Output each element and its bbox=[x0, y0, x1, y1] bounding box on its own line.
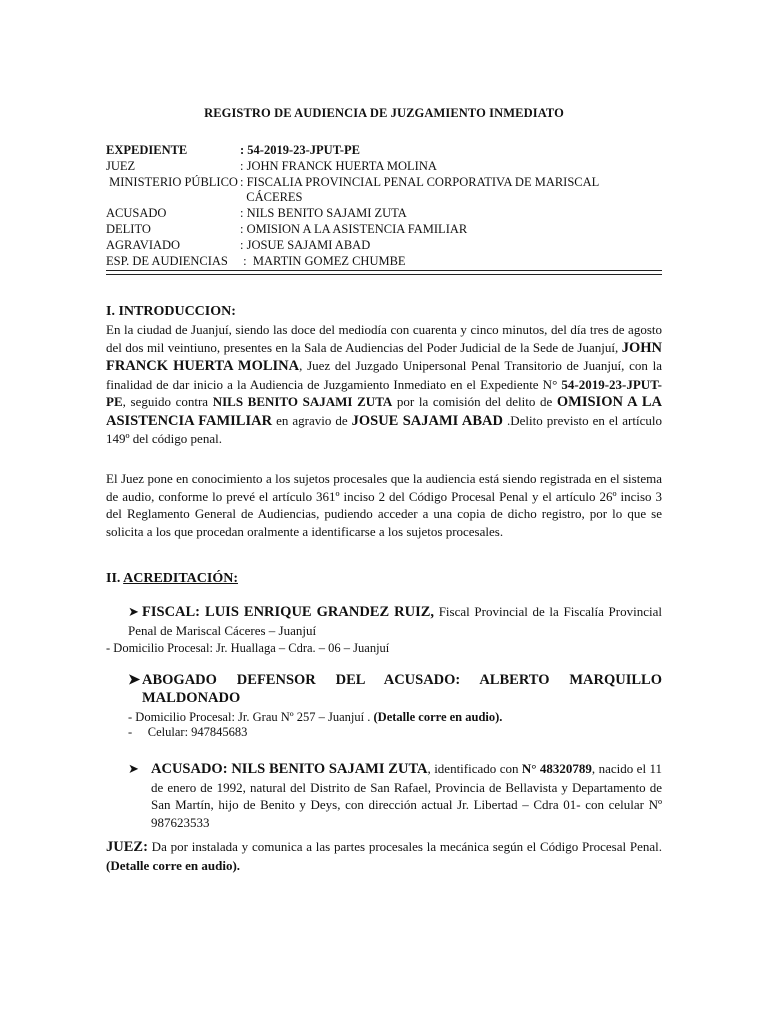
intro-text: , seguido contra bbox=[122, 394, 213, 409]
victim-name: JOSUE SAJAMI ABAD bbox=[351, 412, 503, 429]
section-heading-acreditacion bbox=[106, 571, 238, 587]
abogado-celular: - Celular: 947845683 bbox=[128, 725, 248, 739]
header-value: : MARTIN GOMEZ CHUMBE bbox=[240, 253, 406, 268]
fiscal-domicilio: - Domicilio Procesal: Jr. Huallaga – Cdra. – 06 – Juanjuí bbox=[106, 641, 390, 655]
arrow-bullet-icon: ➤ bbox=[128, 761, 139, 776]
header-row-acusado bbox=[106, 206, 662, 222]
header-key: EXPEDIENTE bbox=[106, 143, 188, 157]
header-row-agraviado bbox=[106, 238, 662, 254]
header-key bbox=[106, 190, 240, 206]
case-number: 54-2019-23-JPUT-PE bbox=[106, 376, 662, 409]
accused-name: NILS BENITO SAJAMI ZUTA bbox=[212, 394, 393, 409]
header-value: : NILS BENITO SAJAMI ZUTA bbox=[240, 206, 407, 221]
acusado-row bbox=[128, 760, 662, 831]
intro-text: , Juez del Juzgado Unipersonal Penal Transitorio de Juanjuí, con la finalidad de dar inicio a la Audiencia de Juzgamiento Inmediato en el Expediente N° bbox=[106, 358, 662, 392]
header-key: AGRAVIADO bbox=[106, 237, 181, 252]
abogado-line-1 bbox=[128, 672, 662, 690]
fiscal-description: Fiscal Provincial de la Fiscalía Provincial Penal de Mariscal Cáceres – Juanjuí bbox=[128, 604, 662, 638]
arrow-bullet-icon: ➤ bbox=[128, 604, 139, 619]
header-row-delito bbox=[106, 222, 662, 238]
abogado-entry bbox=[128, 672, 662, 707]
document-title: REGISTRO DE AUDIENCIA DE JUZGAMIENTO INMEDIATO bbox=[204, 106, 564, 120]
intro-text: en agravio de bbox=[272, 412, 352, 428]
juez-label: JUEZ: bbox=[106, 839, 148, 855]
header-row-ministerio-cont bbox=[106, 190, 662, 206]
acusado-entry bbox=[128, 760, 662, 831]
header-value: : OMISION A LA ASISTENCIA FAMILIAR bbox=[240, 221, 468, 236]
audio-notice-paragraph: El Juez pone en conocimiento a los sujetos procesales que la audiencia está siendo registrada en el sistema de audio, conforme lo prevé el artículo 361º inciso 2 del Código Procesal Penal y el artículo 26º inciso 3 del Reglamento General de Audiencias, pudiendo acceder a una copia de dicho registro, por lo que se solicita a los que procedan oralmente a identificarse a los sujetos procesales. bbox=[106, 471, 662, 539]
domicilio-text: - Domicilio Procesal: Jr. Grau Nº 257 – Juanjuí . bbox=[128, 710, 374, 724]
header-key: DELITO bbox=[106, 221, 151, 236]
judge-name: JOHN FRANCK HUERTA MOLINA bbox=[106, 339, 662, 374]
crime-name: OMISION A LA ASISTENCIA FAMILIAR bbox=[106, 394, 662, 429]
header-value: CÁCERES bbox=[240, 190, 303, 205]
fiscal-line bbox=[128, 603, 662, 639]
intro-text: por la comisión del delito de bbox=[392, 394, 557, 409]
header-key: ACUSADO bbox=[106, 206, 167, 221]
intro-text: En la ciudad de Juanjuí, siendo las doce del mediodía con cuarenta y cinco minutos, del día tres de agosto del dos mil veintiuno, presentes en la Sala de Audiencias del Poder Judicial de la Sede de Juanjuí, bbox=[106, 322, 662, 355]
header-value: : FISCALIA PROVINCIAL PENAL CORPORATIVA DE MARISCAL bbox=[240, 174, 600, 189]
header-row-expediente bbox=[106, 143, 662, 159]
acusado-text bbox=[151, 760, 662, 831]
section-number: II. bbox=[106, 571, 124, 586]
audio-note: (Detalle corre en audio). bbox=[106, 857, 241, 873]
double-rule-divider bbox=[106, 270, 662, 275]
juez-paragraph bbox=[106, 838, 662, 874]
acusado-text-part: , nacido el 11 de enero de 1992, natural del Distrito de San Rafael, Provincia de Bellavista y Departamento de San Martín, hijo de Benito y Deys, con dirección actual Jr. Libertad – Cdra 01- con celular Nº 987623533 bbox=[151, 761, 662, 830]
intro-text: .Delito previsto en el artículo 149º del código penal. bbox=[106, 412, 662, 446]
abogado-line-2: MALDONADO bbox=[142, 689, 241, 706]
section-title: ACREDITACIÓN: bbox=[123, 571, 238, 586]
fiscal-name: FISCAL: LUIS ENRIQUE GRANDEZ RUIZ, bbox=[142, 604, 435, 620]
section-heading-introduccion: I. INTRODUCCION: bbox=[106, 304, 236, 319]
header-value: : JOHN FRANCK HUERTA MOLINA bbox=[240, 158, 437, 173]
acusado-name: ACUSADO: NILS BENITO SAJAMI ZUTA bbox=[151, 761, 428, 777]
arrow-bullet-icon: ➤ bbox=[128, 672, 141, 688]
acusado-dni: N° 48320789 bbox=[521, 761, 592, 776]
abogado-name: ABOGADO DEFENSOR DEL ACUSADO: ALBERTO MARQUILLO bbox=[142, 672, 662, 688]
header-value: : JOSUE SAJAMI ABAD bbox=[240, 237, 371, 252]
juez-text: Da por instalada y comunica a las partes procesales la mecánica según el Código Procesal Penal. bbox=[147, 839, 662, 854]
header-row-juez bbox=[106, 159, 662, 175]
fiscal-entry bbox=[128, 603, 662, 639]
intro-paragraph bbox=[106, 321, 662, 448]
abogado-domicilio bbox=[128, 709, 502, 725]
header-value: : 54-2019-23-JPUT-PE bbox=[240, 143, 361, 157]
header-key: ESP. DE AUDIENCIAS bbox=[106, 253, 228, 268]
acusado-text-part: , identificado con bbox=[427, 761, 522, 776]
case-header bbox=[106, 143, 662, 269]
header-key: MINISTERIO PÚBLICO bbox=[106, 174, 238, 189]
audio-note: (Detalle corre en audio). bbox=[373, 710, 503, 724]
header-key: JUEZ bbox=[106, 158, 136, 173]
header-row-especialista bbox=[106, 254, 662, 270]
header-row-ministerio bbox=[106, 175, 662, 191]
